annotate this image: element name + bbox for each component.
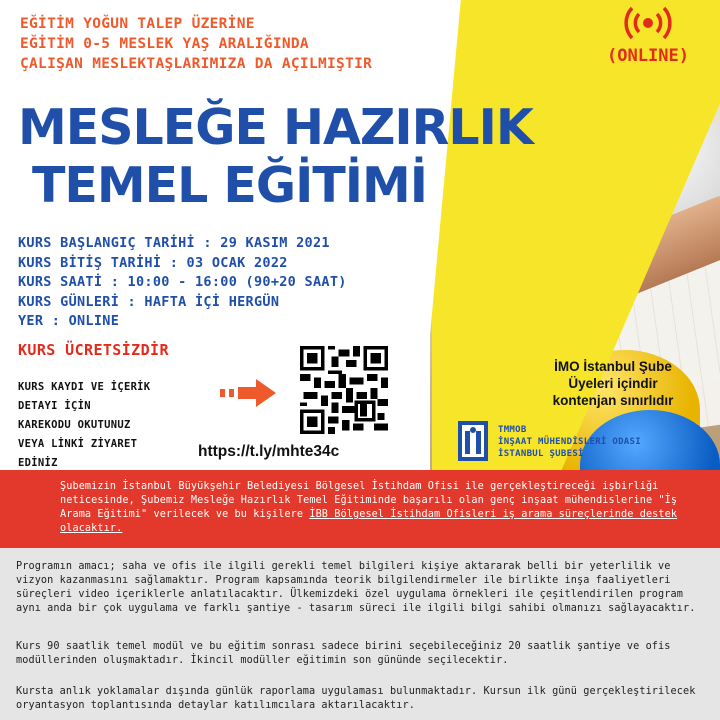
location: YER : ONLINE	[18, 313, 120, 329]
title-line-1: MESLEĞE HAZIRLIK	[18, 99, 533, 156]
headline-line: EĞİTİM YOĞUN TALEP ÜZERİNE	[20, 16, 255, 32]
online-badge	[588, 6, 708, 66]
program-modules: Kurs 90 saatlik temel modül ve bu eğitim sonrası sadece birini seçebileceğiniz 20 saatlik şantiye ve ofis modüllerinden oluşmaktadır. İkincil modüller eğitimin son gününde seçilecektir.	[16, 641, 671, 666]
imo-branding	[452, 416, 720, 470]
program-purpose: Programın amacı; saha ve ofis ile ilgili gerekli temel bilgileri kişiye aktararak belli bir yeterlilik ve vizyon kazanmasını sağlamaktır. Program kapsamında teorik bilgilendirmeler ile birlikte inşa faaliyetleri süreçleri video içeriklerle anlatılacaktır. Ülkemizdeki özel uygulama örnekleri ile çeşitlendirilen program aynı anda bir çok uygulama ve farklı şantiye - tasarım süreci ile ilgili bilgi sahibi olmanızı sağlayacaktır.	[16, 561, 696, 614]
free-course-text: KURS ÜCRETSİZDİR	[18, 341, 169, 359]
headline	[20, 14, 372, 74]
members-line: kontenjan sınırlıdır	[552, 393, 674, 408]
headline-line: EĞİTİM 0-5 MESLEK YAŞ ARALIĞINDA	[20, 36, 309, 52]
imo-logo	[458, 421, 488, 461]
end-date: KURS BİTİŞ TARİHİ : 03 OCAK 2022	[18, 254, 288, 271]
qr-code[interactable]	[300, 346, 388, 434]
registration-line: KURS KAYDI VE İÇERİK	[18, 381, 151, 393]
imo-line: İNŞAAT MÜHENDİSLERİ ODASI	[498, 437, 641, 447]
imo-line: İSTANBUL ŞUBESİ	[498, 449, 584, 459]
registration-line: DETAYI İÇİN	[18, 400, 91, 412]
online-label: (ONLINE)	[607, 46, 689, 66]
course-days: KURS GÜNLERİ : HAFTA İÇİ HERGÜN	[18, 293, 280, 310]
registration-line: VEYA LİNKİ ZİYARET	[18, 438, 138, 450]
course-details	[18, 234, 347, 332]
broadcast-icon	[624, 6, 672, 40]
program-info	[0, 548, 720, 720]
members-line: Üyeleri içindir	[568, 376, 658, 391]
registration-link[interactable]: https://t.ly/mhte34c	[198, 443, 340, 460]
partnership-underlined: İBB Bölgesel İstihdam Ofisleri iş arama süreçlerinde destek olacaktır.	[60, 509, 678, 534]
imo-line: TMMOB	[498, 425, 527, 435]
partnership-notice	[0, 470, 720, 548]
registration-instructions	[18, 378, 150, 470]
headline-line: ÇALIŞAN MESLEKTAŞLARIMIZA DA AÇILMIŞTIR	[20, 56, 373, 72]
members-note	[508, 358, 718, 409]
imo-text	[498, 424, 641, 460]
partnership-main: Şubemizin İstanbul Büyükşehir Belediyesi Bölgesel İstihdam Ofisi ile gerçekleştireceği işbirliği neticesinde, Şubemiz Mesleğe Hazırlık Temel Eğitiminde başarılı olan genç inşaat mühendislerine "İş Arama Eğitimi" verilecek ve bu kişilere	[60, 481, 678, 520]
title-line-2: TEMEL EĞİTİMİ	[32, 157, 427, 214]
partnership-text	[60, 480, 700, 536]
start-date: KURS BAŞLANGIÇ TARİHİ : 29 KASIM 2021	[18, 235, 330, 251]
registration-line: EDİNİZ	[18, 457, 58, 469]
course-hours: KURS SAATİ : 10:00 - 16:00 (90+20 SAAT)	[18, 274, 347, 290]
members-line: İMO İstanbul Şube	[554, 359, 672, 374]
program-attendance: Kursta anlık yoklamalar dışında günlük raporlama uygulaması bulunmaktadır. Kursun ilk günü gerçekleştirilecek oryantasyon toplantısında detaylar katılımcılara aktarılacaktır.	[16, 686, 696, 711]
arrow-right-icon	[220, 376, 280, 410]
registration-line: KAREKODU OKUTUNUZ	[18, 419, 131, 431]
